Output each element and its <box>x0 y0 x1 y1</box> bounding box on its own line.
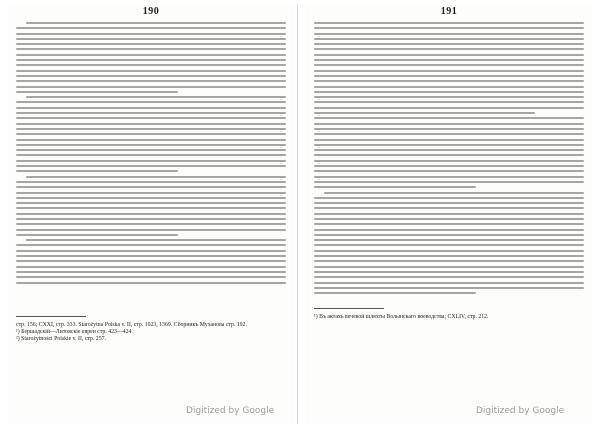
text-line <box>314 86 584 88</box>
text-line <box>16 33 286 35</box>
text-line <box>314 282 584 284</box>
footnote-divider <box>314 308 384 309</box>
text-line <box>314 54 584 56</box>
text-line <box>16 86 286 88</box>
text-line <box>16 112 286 114</box>
text-line <box>16 197 286 199</box>
text-line <box>314 255 584 257</box>
text-line <box>314 43 584 45</box>
text-line <box>16 149 286 151</box>
text-line <box>16 27 286 29</box>
footnote: ¹) Бершадскій—Литовскіе евреи стр. 423—424. <box>16 329 133 335</box>
text-line <box>16 70 286 72</box>
text-line <box>16 250 286 252</box>
text-line <box>314 70 584 72</box>
text-line <box>16 101 286 103</box>
text-line <box>314 75 584 77</box>
text-line <box>16 160 286 162</box>
text-line <box>314 160 584 162</box>
footnotes <box>314 314 584 321</box>
text-line <box>16 276 286 278</box>
text-line <box>314 244 584 246</box>
text-line <box>314 218 584 220</box>
text-line <box>26 239 286 241</box>
text-line <box>16 202 286 204</box>
text-line <box>314 96 584 98</box>
text-line <box>16 117 286 119</box>
text-line <box>16 234 178 236</box>
text-line <box>16 64 286 66</box>
body-text <box>314 22 584 300</box>
text-line <box>16 260 286 262</box>
text-line <box>16 213 286 215</box>
text-line <box>314 107 584 109</box>
text-line <box>314 101 584 103</box>
text-line <box>16 154 286 156</box>
page-number: 190 <box>142 6 160 17</box>
text-line <box>16 271 286 273</box>
text-line <box>16 48 286 50</box>
text-line <box>314 144 584 146</box>
footnote: стр. 156; CXXI, стр. 333. Starożytna Polska v. II, стр. 1023, 1369. Сборникъ Муханова стр. 192. <box>16 322 247 328</box>
text-line <box>314 117 584 119</box>
text-line <box>16 218 286 220</box>
text-line <box>314 170 584 172</box>
text-line <box>314 234 584 236</box>
left-page <box>8 4 294 424</box>
text-line <box>314 181 584 183</box>
text-line <box>314 229 584 231</box>
text-line <box>314 250 584 252</box>
text-line <box>314 292 476 294</box>
text-line <box>314 27 584 29</box>
text-line <box>16 139 286 141</box>
text-line <box>314 64 584 66</box>
text-line <box>16 107 286 109</box>
text-line <box>314 176 584 178</box>
footnote-divider <box>16 316 86 317</box>
text-line <box>16 128 286 130</box>
text-line <box>314 80 584 82</box>
text-line <box>314 38 584 40</box>
text-line <box>314 271 584 273</box>
text-line <box>314 112 535 114</box>
body-text <box>16 22 286 280</box>
text-line <box>16 192 286 194</box>
text-line <box>314 48 584 50</box>
text-line <box>16 80 286 82</box>
text-line <box>314 139 584 141</box>
text-line <box>314 266 584 268</box>
text-line <box>314 149 584 151</box>
text-line <box>16 75 286 77</box>
watermark: Digitized by Google <box>186 406 275 416</box>
text-line <box>314 22 584 24</box>
footnote: ²) Starożytności Polskie v. II, стр. 257. <box>16 336 106 342</box>
text-line <box>314 207 584 209</box>
text-line <box>314 128 584 130</box>
right-page <box>306 4 592 424</box>
text-line <box>314 223 584 225</box>
text-line <box>16 133 286 135</box>
text-line <box>16 229 286 231</box>
text-line <box>26 176 286 178</box>
text-line <box>314 260 584 262</box>
text-line <box>16 244 286 246</box>
text-line <box>16 207 286 209</box>
watermark: Digitized by Google <box>476 406 565 416</box>
text-line <box>314 154 584 156</box>
text-line <box>314 202 584 204</box>
text-line <box>16 91 178 93</box>
text-line <box>314 239 584 241</box>
text-line <box>16 282 286 284</box>
text-line <box>16 170 178 172</box>
text-line <box>16 266 286 268</box>
text-line <box>16 59 286 61</box>
text-line <box>314 287 584 289</box>
text-line <box>314 213 584 215</box>
text-line <box>324 192 584 194</box>
text-line <box>314 59 584 61</box>
text-line <box>314 123 584 125</box>
text-line <box>16 255 286 257</box>
text-line <box>16 186 286 188</box>
footnote: ¹) Въ актахъ вечевой шляхты Волынскаго воеводства; CXLIV, стр. 212. <box>314 314 489 320</box>
text-line <box>26 22 286 24</box>
text-line <box>314 91 584 93</box>
text-line <box>314 186 476 188</box>
text-line <box>16 38 286 40</box>
text-line <box>16 43 286 45</box>
text-line <box>314 276 584 278</box>
text-line <box>16 123 286 125</box>
text-line <box>314 197 584 199</box>
page-number: 191 <box>440 6 458 17</box>
text-line <box>16 223 286 225</box>
text-line <box>16 54 286 56</box>
page-gutter <box>297 4 298 424</box>
text-line <box>314 165 584 167</box>
text-line <box>314 133 584 135</box>
text-line <box>16 181 286 183</box>
text-line <box>314 33 584 35</box>
text-line <box>16 165 286 167</box>
footnotes <box>16 322 286 343</box>
text-line <box>26 96 286 98</box>
text-line <box>16 144 286 146</box>
